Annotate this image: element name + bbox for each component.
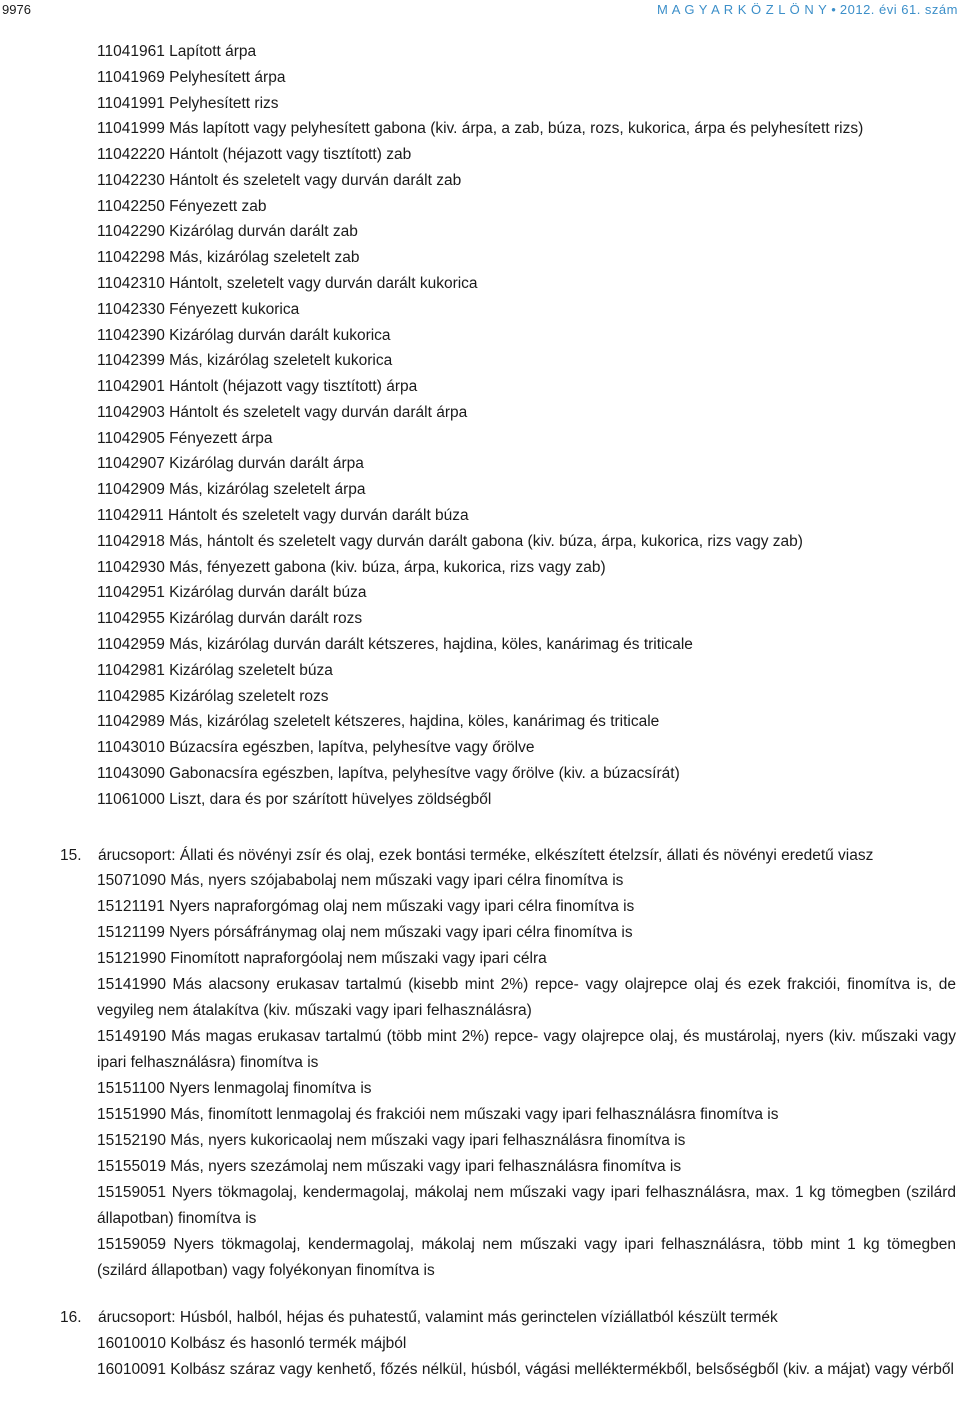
list-item: 11042399 Más, kizárólag szeletelt kukorica — [97, 352, 393, 369]
section-15-heading — [60, 843, 956, 869]
list-item: 11042907 Kizárólag durván darált árpa — [97, 455, 364, 472]
list-item: 15141990 Más alacsony erukasav tartalmú (kisebb mint 2%) repce- vagy olajrepce olaj és ezek frakciói, finomítva is, de vegyileg nem átalakítva (kiv. műszaki vagy ipari felhasználásra) — [97, 976, 956, 1019]
page-number: 9976 — [2, 2, 31, 17]
list-item: 11042989 Más, kizárólag szeletelt kétszeres, hajdina, köles, kanárimag és triticale — [97, 713, 660, 730]
section-number: 16. — [60, 1309, 82, 1326]
list-item: 11042911 Hántolt és szeletelt vagy durván darált búza — [97, 507, 469, 524]
list-item: 11042905 Fényezett árpa — [97, 430, 273, 447]
list-item: 15071090 Más, nyers szójababolaj nem műszaki vagy ipari célra finomítva is — [97, 872, 624, 889]
list-item: 15152190 Más, nyers kukoricaolaj nem műszaki vagy ipari felhasználásra finomítva is — [97, 1132, 686, 1149]
issue-label: 2012. évi 61. szám — [839, 2, 958, 17]
list-item: 11042903 Hántolt és szeletelt vagy durván darált árpa — [97, 404, 468, 421]
list-item: 11042250 Fényezett zab — [97, 198, 267, 215]
list-item: 15121990 Finomított napraforgóolaj nem műszaki vagy ipari célra — [97, 950, 547, 967]
list-item: 11041991 Pelyhesített rizs — [97, 95, 279, 112]
list-item: 16010010 Kolbász és hasonló termék májból — [97, 1335, 407, 1352]
list-item: 11042955 Kizárólag durván darált rozs — [97, 610, 363, 627]
section-title: árucsoport: Állati és növényi zsír és olaj, ezek bontási terméke, elkészített ételzsír, állati és növényi eredetű viasz — [98, 847, 874, 864]
list-item: 11041969 Pelyhesített árpa — [97, 69, 286, 86]
journal-issue — [657, 2, 958, 17]
list-item: 11042390 Kizárólag durván darált kukorica — [97, 327, 391, 344]
list-item: 11041999 Más lapított vagy pelyhesített gabona (kiv. árpa, a zab, búza, rozs, kukorica, árpa és pelyhesített rizs) — [97, 120, 864, 137]
list-item: 15159051 Nyers tökmagolaj, kendermagolaj, mákolaj nem műszaki vagy ipari felhasználásra, max. 1 kg tömegben (szilárd állapotban) finomítva is — [97, 1184, 956, 1227]
list-item: 11043010 Búzacsíra egészben, lapítva, pelyhesítve vagy őrölve — [97, 739, 535, 756]
section-number: 15. — [60, 847, 82, 864]
section-16-heading — [60, 1305, 956, 1331]
list-item: 11043090 Gabonacsíra egészben, lapítva, pelyhesítve vagy őrölve (kiv. a búzacsírát) — [97, 765, 680, 782]
list-item: 15121191 Nyers napraforgómag olaj nem műszaki vagy ipari célra finomítva is — [97, 898, 635, 915]
list-item: 11042985 Kizárólag szeletelt rozs — [97, 688, 329, 705]
list-item: 11041961 Lapított árpa — [97, 43, 257, 60]
list-item: 11042951 Kizárólag durván darált búza — [97, 584, 367, 601]
list-item: 11042918 Más, hántolt és szeletelt vagy durván darált gabona (kiv. búza, árpa, kukorica, rizs vagy zab) — [97, 533, 803, 550]
journal-title: M A G Y A R K Ö Z L Ö N Y — [657, 2, 828, 17]
list-item: 11042310 Hántolt, szeletelt vagy durván darált kukorica — [97, 275, 478, 292]
list-item: 11042909 Más, kizárólag szeletelt árpa — [97, 481, 366, 498]
list-item: 11042220 Hántolt (héjazott vagy tisztított) zab — [97, 146, 412, 163]
list-item: 11042330 Fényezett kukorica — [97, 301, 300, 318]
list-item: 15151100 Nyers lenmagolaj finomítva is — [97, 1080, 372, 1097]
list-item: 11042298 Más, kizárólag szeletelt zab — [97, 249, 360, 266]
list-item: 11061000 Liszt, dara és por szárított hüvelyes zöldségből — [97, 791, 492, 808]
list-item: 11042959 Más, kizárólag durván darált kétszeres, hajdina, köles, kanárimag és triticale — [97, 636, 693, 653]
list-item: 15121199 Nyers pórsáfránymag olaj nem műszaki vagy ipari célra finomítva is — [97, 924, 633, 941]
bullet-separator: • — [831, 2, 836, 17]
list-item: 15151990 Más, finomított lenmagolaj és frakciói nem műszaki vagy ipari felhasználásra finomítva is — [97, 1106, 779, 1123]
list-item: 15155019 Más, nyers szezámolaj nem műszaki vagy ipari felhasználásra finomítva is — [97, 1158, 682, 1175]
page-header — [0, 0, 960, 20]
list-item: 15149190 Más magas erukasav tartalmú (több mint 2%) repce- vagy olajrepce olaj, és mustárolaj, nyers (kiv. műszaki vagy ipari felhasználásra) finomítva is — [97, 1028, 956, 1071]
list-item: 11042230 Hántolt és szeletelt vagy durván darált zab — [97, 172, 462, 189]
list-item: 11042901 Hántolt (héjazott vagy tisztított) árpa — [97, 378, 418, 395]
list-item: 11042981 Kizárólag szeletelt búza — [97, 662, 333, 679]
list-item: 11042290 Kizárólag durván darált zab — [97, 223, 358, 240]
list-item: 16010091 Kolbász száraz vagy kenhető, főzés nélkül, húsból, vágási melléktermékből, belsőségből (kiv. a májat) vagy vérből — [97, 1361, 954, 1378]
list-item: 11042930 Más, fényezett gabona (kiv. búza, árpa, kukorica, rizs vagy zab) — [97, 559, 606, 576]
section-title: árucsoport: Húsból, halból, héjas és puhatestű, valamint más gerinctelen víziállatból készült termék — [98, 1309, 778, 1326]
list-item: 15159059 Nyers tökmagolaj, kendermagolaj, mákolaj nem műszaki vagy ipari felhasználásra, több mint 1 kg tömegben (szilárd állapotban) vagy folyékonyan finomítva is — [97, 1236, 956, 1279]
